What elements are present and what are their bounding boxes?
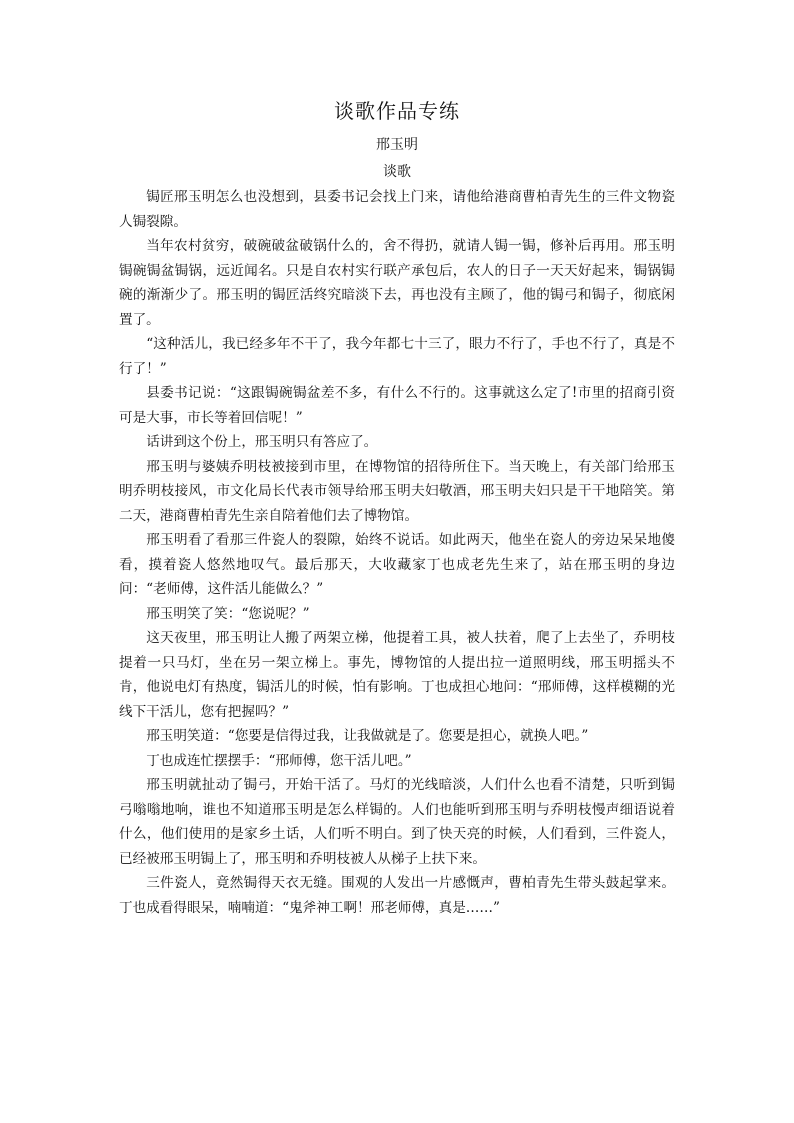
paragraph: 丁也成连忙摆摆手：“邢师傅，您干活儿吧。” [146,752,412,769]
document-title: 谈歌作品专练 [334,99,460,123]
paragraph: 邢玉明与婆姨乔明枝被接到市里，在博物馆的招待所住下。当天晚上，有关部门给邢玉明乔明枝接风，市文化局长代表市领导给邢玉明夫妇敬酒，邢玉明夫妇只是干干地陪笑。第二天，港商曹柏青先生亲自陪着他们去了博物馆。 [119,458,675,524]
paragraph: 邢玉明笑了笑：“您说呢？” [146,605,310,622]
story-body [119,185,675,920]
story-title: 谈歌 [383,164,411,180]
paragraph: 这天夜里，邢玉明让人搬了两架立梯，他提着工具，被人扶着，爬了上去坐了，乔明枝提着一只马灯，坐在另一架立梯上。事先，博物馆的人提出拉一道照明线，邢玉明摇头不肯，他说电灯有热度，锔活儿的时候，怕有影响。丁也成担心地问：“邢师傅，这样模糊的光线下干活儿，您有把握吗？” [119,630,675,720]
paragraph: 锔匠邢玉明怎么也没想到，县委书记会找上门来，请他给港商曹柏青先生的三件文物瓷人锔裂隙。 [119,189,675,230]
paragraph: 县委书记说：“这跟锔碗锔盆差不多，有什么不行的。这事就这么定了!市里的招商引资可是大事，市长等着回信呢！” [119,385,675,426]
paragraph: 邢玉明看了看那三件瓷人的裂隙，始终不说话。如此两天，他坐在瓷人的旁边呆呆地傻看，摸着瓷人悠然地叹气。最后那天，大收藏家丁也成老先生来了，站在邢玉明的身边问：“老师傅，这件活儿能做么？” [119,532,675,597]
paragraph: 当年农村贫穷，破碗破盆破锅什么的，舍不得扔，就请人锔一锔，修补后再用。邢玉明锔碗锔盆锔锅，远近闻名。只是自农村实行联产承包后，农人的日子一天天好起来，锔锅锔碗的渐渐少了。邢玉明的锔匠活终究暗淡下去，再也没有主顾了，他的锔弓和锔子，彻底闲置了。 [119,238,675,328]
paragraph: 话讲到这个份上，邢玉明只有答应了。 [146,434,378,450]
paragraph: 邢玉明笑道：“您要是信得过我，让我做就是了。您要是担心，就换人吧。” [146,728,589,744]
author-line: 邢玉明 [376,137,418,153]
paragraph: “这种活儿，我已经多年不干了，我今年都七十三了，眼力不行了，手也不行了，真是不行了！” [119,336,675,377]
paragraph: 三件瓷人，竟然锔得天衣无缝。围观的人发出一片感慨声，曹柏青先生带头鼓起掌来。丁也成看得眼呆，喃喃道：“鬼斧神工啊！邢老师傅，真是……” [119,875,675,916]
paragraph: 邢玉明就扯动了锔弓，开始干活了。马灯的光线暗淡，人们什么也看不清楚，只听到锔弓嗡嗡地响，谁也不知道邢玉明是怎么样锔的。人们也能听到邢玉明与乔明枝慢声细语说着什么，他们使用的是家乡土话，人们听不明白。到了快天亮的时候，人们看到，三件瓷人，已经被邢玉明锔上了，邢玉明和乔明枝被人从梯子上扶下来。 [119,777,675,867]
